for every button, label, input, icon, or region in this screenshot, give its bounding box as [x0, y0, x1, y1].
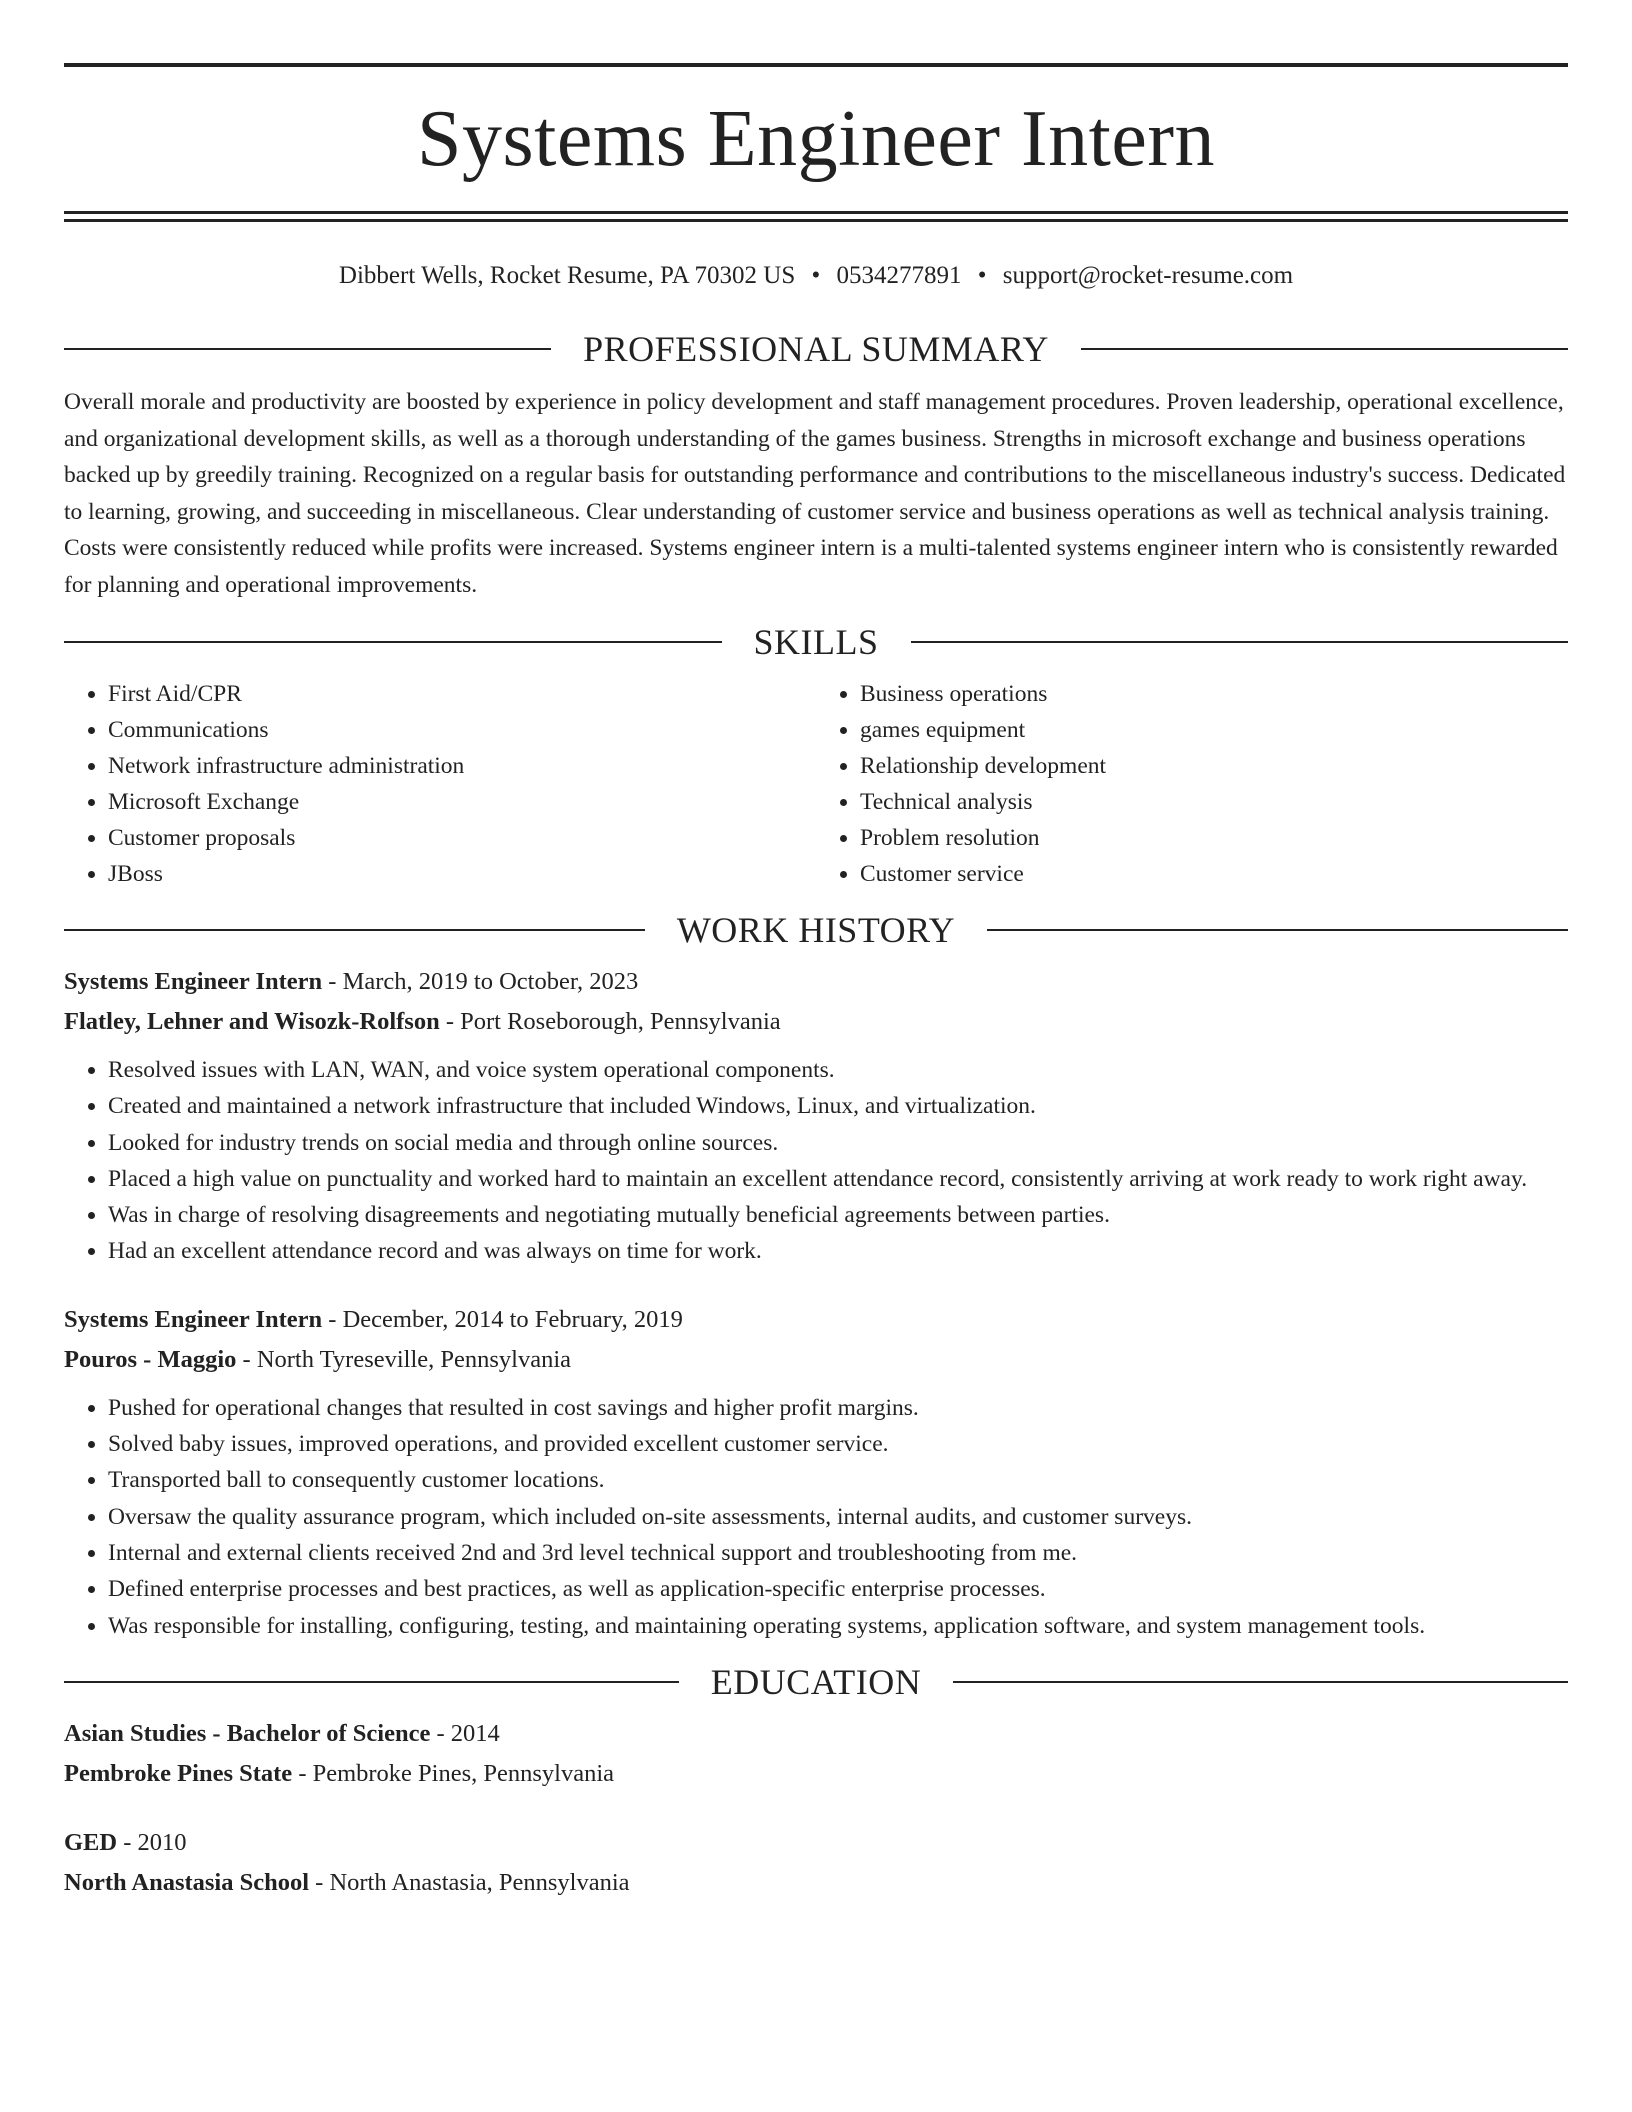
section-title-skills: SKILLS — [753, 622, 879, 662]
job-bullet: • Defined enterprise processes and best practices, as well as application-specific enterprise processes. — [108, 1571, 1568, 1607]
education-entry — [64, 1823, 1568, 1903]
job-bullet: • Had an excellent attendance record and was always on time for work. — [108, 1233, 1568, 1269]
education-year: - 2010 — [117, 1828, 187, 1856]
skill-item: • Communications — [108, 712, 816, 748]
education-degree-line — [64, 1714, 1568, 1754]
job-bullet: • Created and maintained a network infrastructure that included Windows, Linux, and virtualization. — [108, 1088, 1568, 1124]
heading-rule — [64, 1681, 679, 1683]
job-dates: - December, 2014 to February, 2019 — [322, 1305, 683, 1333]
skill-item: • Customer proposals — [108, 820, 816, 856]
education-school-line — [64, 1863, 1568, 1903]
job-bullet: • Resolved issues with LAN, WAN, and voice system operational components. — [108, 1052, 1568, 1088]
job-bullet: • Solved baby issues, improved operations, and provided excellent customer service. — [108, 1426, 1568, 1462]
skill-item: • First Aid/CPR — [108, 676, 816, 712]
section-title-work: WORK HISTORY — [676, 910, 956, 950]
skill-item: • games equipment — [860, 712, 1568, 748]
education-school-line — [64, 1754, 1568, 1794]
heading-rule — [64, 348, 551, 350]
education-location: - Pembroke Pines, Pennsylvania — [292, 1759, 615, 1787]
skills-column-left — [64, 676, 816, 892]
skill-item: • Customer service — [860, 856, 1568, 892]
section-heading-summary — [64, 327, 1568, 371]
skill-item: • Problem resolution — [860, 820, 1568, 856]
job-company: Pouros - Maggio — [64, 1345, 237, 1373]
job-bullet: • Was in charge of resolving disagreements and negotiating mutually beneficial agreements between parties. — [108, 1197, 1568, 1233]
job-bullet: • Internal and external clients received 2nd and 3rd level technical support and troubleshooting from me. — [108, 1535, 1568, 1571]
job-title: Systems Engineer Intern — [64, 968, 323, 995]
skill-item: • Technical analysis — [860, 784, 1568, 820]
contact-email: support@rocket-resume.com — [1002, 262, 1294, 289]
job-bullets — [64, 1390, 1568, 1644]
heading-rule — [987, 929, 1568, 931]
education-degree: GED — [64, 1828, 118, 1856]
job-bullet: • Placed a high value on punctuality and worked hard to maintain an excellent attendance record, consistently arriving at work ready to work right away. — [108, 1161, 1568, 1197]
contact-phone: 0534277891 — [836, 262, 962, 289]
job-entry — [64, 962, 1568, 1270]
education-year: - 2014 — [430, 1719, 500, 1747]
job-bullet: • Pushed for operational changes that resulted in cost savings and higher profit margins. — [108, 1390, 1568, 1426]
section-heading-education — [64, 1660, 1568, 1704]
contact-separator: • — [811, 262, 821, 289]
section-heading-work — [64, 908, 1568, 952]
job-bullet: • Oversaw the quality assurance program, which included on-site assessments, internal audits, and customer surveys. — [108, 1499, 1568, 1535]
job-company-line — [64, 1340, 1568, 1380]
contact-separator: • — [977, 262, 987, 289]
skills-column-right — [816, 676, 1568, 892]
section-title-summary: PROFESSIONAL SUMMARY — [583, 329, 1049, 369]
education-degree: Asian Studies - Bachelor of Science — [64, 1719, 431, 1747]
resume-title: Systems Engineer Intern — [417, 95, 1215, 183]
education-degree-line — [64, 1823, 1568, 1863]
job-bullet: • Looked for industry trends on social media and through online sources. — [108, 1125, 1568, 1161]
skill-item: • Relationship development — [860, 748, 1568, 784]
contact-line — [64, 259, 1568, 293]
job-location: - Port Roseborough, Pennsylvania — [439, 1008, 781, 1035]
job-entry — [64, 1300, 1568, 1644]
skill-item: • JBoss — [108, 856, 816, 892]
job-title-line — [64, 962, 1568, 1002]
title-double-rule — [64, 211, 1568, 222]
skill-item: • Microsoft Exchange — [108, 784, 816, 820]
heading-rule — [953, 1681, 1568, 1683]
job-dates: - March, 2019 to October, 2023 — [322, 968, 639, 995]
heading-rule — [64, 641, 722, 643]
job-company-line — [64, 1002, 1568, 1042]
job-title-line — [64, 1300, 1568, 1340]
top-rule — [64, 63, 1568, 67]
job-title: Systems Engineer Intern — [64, 1305, 323, 1333]
section-heading-skills — [64, 620, 1568, 664]
heading-rule — [64, 929, 645, 931]
education-location: - North Anastasia, Pennsylvania — [309, 1868, 630, 1896]
education-school: Pembroke Pines State — [64, 1759, 293, 1787]
education-entry — [64, 1714, 1568, 1794]
job-bullets — [64, 1052, 1568, 1270]
skill-item: • Business operations — [860, 676, 1568, 712]
skill-item: • Network infrastructure administration — [108, 748, 816, 784]
heading-rule — [911, 641, 1569, 643]
heading-rule — [1081, 348, 1568, 350]
education-school: North Anastasia School — [64, 1868, 310, 1896]
job-location: - North Tyreseville, Pennsylvania — [236, 1345, 572, 1373]
section-title-education: EDUCATION — [710, 1661, 922, 1702]
skills-list — [64, 676, 1568, 892]
job-bullet: • Was responsible for installing, configuring, testing, and maintaining operating systems, application software, and system management tools. — [108, 1608, 1568, 1644]
contact-address: Dibbert Wells, Rocket Resume, PA 70302 US — [338, 262, 796, 289]
job-bullet: • Transported ball to consequently customer locations. — [108, 1462, 1568, 1498]
summary-text: Overall morale and productivity are boosted by experience in policy development and staff management procedures. Proven leadership, operational excellence, and organizational development skills, as well as a thorough understanding of the games business. Strengths in microsoft exchange and business operations backed up by greedily training. Recognized on a regular basis for outstanding performance and contributions to the miscellaneous industry's success. Dedicated to learning, growing, and succeeding in miscellaneous. Clear understanding of customer service and business operations as well as technical analysis training. Costs were consistently reduced while profits were increased. Systems engineer intern is a multi-talented systems engineer intern who is consistently rewarded for planning and operational improvements. — [64, 389, 1566, 598]
job-company: Flatley, Lehner and Wisozk-Rolfson — [64, 1008, 440, 1035]
